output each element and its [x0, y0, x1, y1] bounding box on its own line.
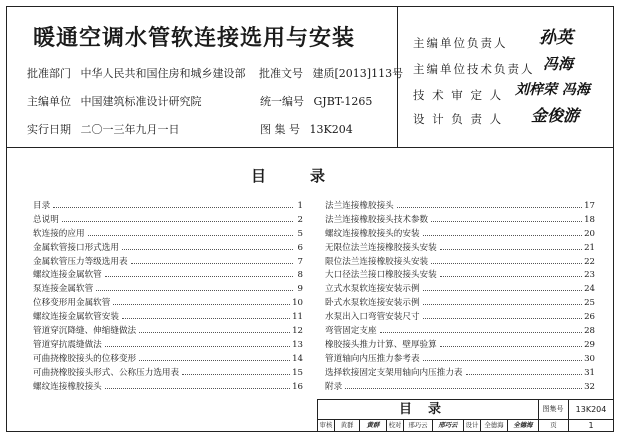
toc-entry — [325, 380, 595, 394]
unified-no-label: 统一编号 — [260, 95, 304, 108]
design-label: 设计 — [464, 419, 481, 432]
toc-entry-page: 14 — [292, 353, 303, 364]
toc-entry — [33, 296, 303, 310]
toc-entry — [33, 199, 303, 213]
toc-entry — [325, 199, 595, 213]
toc-entry-page: 1 — [297, 201, 303, 211]
toc-entry-title: 位移变形用金属软管 — [33, 298, 111, 309]
toc-entry-page: 8 — [297, 270, 303, 281]
toc-entry — [325, 338, 595, 352]
role-design-lead: 设 计 负 责 人 — [413, 112, 504, 126]
checker-name: 邢巧云 — [404, 419, 433, 432]
toc-entry-page: 32 — [584, 381, 595, 392]
toc-entry-page: 15 — [292, 367, 303, 378]
toc-entry — [33, 268, 303, 282]
toc-right-column — [325, 199, 595, 393]
toc-leader-dots — [113, 304, 290, 305]
toc-entry — [325, 352, 595, 366]
responsibles-block — [399, 7, 613, 147]
toc-entry-title: 选择软接固定支架用轴向内压推力表 — [325, 367, 463, 378]
toc-entry-title: 金属软管接口形式选用 — [33, 242, 119, 253]
toc-entry-page: 30 — [584, 353, 595, 364]
toc-entry-title: 弯管固定支座 — [325, 326, 377, 337]
toc-leader-dots — [345, 388, 582, 389]
toc-leader-dots — [423, 290, 583, 291]
checker-signature: 邢巧云 — [433, 419, 464, 432]
toc-leader-dots — [53, 207, 293, 208]
toc-entry-title: 法兰连接橡胶接头技术参数 — [325, 214, 429, 225]
toc-entry-page: 2 — [297, 214, 303, 225]
toc-entry — [325, 241, 595, 255]
toc-entry-page: 13 — [292, 339, 303, 350]
toc-entry-page: 5 — [297, 228, 303, 239]
review-label: 审核 — [318, 419, 335, 432]
toc-leader-dots — [88, 235, 293, 236]
toc-entry-page: 20 — [584, 228, 595, 239]
toc-entry-title: 管道穿沉降缝、伸缩缝做法 — [33, 326, 137, 337]
toc-heading: 目录 — [250, 167, 369, 185]
date-row — [27, 121, 353, 137]
atlas-no-small: 13K204 — [575, 405, 607, 414]
compiler-row — [27, 93, 372, 109]
toc-entry-page: 21 — [584, 242, 595, 253]
toc-entry-title: 限位法兰连接橡胶接头安装 — [325, 256, 429, 267]
page-number: 1 — [588, 421, 594, 430]
toc-leader-dots — [466, 374, 583, 375]
role-chief-unit: 主编单位负责人 — [413, 36, 508, 50]
toc-entry — [33, 282, 303, 296]
toc-entry-title: 螺纹连接金属软管安装 — [33, 312, 119, 323]
atlas-no-label: 图 集 号 — [260, 123, 300, 136]
unified-no: GJBT-1265 — [313, 95, 373, 108]
atlas-no: 13K204 — [309, 123, 353, 136]
approval-row — [27, 65, 403, 81]
title-block-top — [318, 400, 614, 420]
compiler: 中国建筑标准设计研究院 — [80, 95, 202, 108]
toc-entry-title: 卧式水泵软连接安装示例 — [325, 298, 420, 309]
toc-entry — [325, 310, 595, 324]
toc-leader-dots — [440, 276, 582, 277]
atlas-title: 暖通空调水管软连接选用与安装 — [33, 26, 356, 51]
toc-left-column — [33, 199, 303, 393]
approval-doc: 建质[2013]113号 — [312, 67, 404, 80]
toc-entry-title: 立式水泵软连接安装示例 — [325, 284, 420, 295]
approval-dept: 中华人民共和国住房和城乡建设部 — [80, 67, 246, 80]
toc-leader-dots — [440, 346, 582, 347]
toc-entry — [33, 255, 303, 269]
toc-entry-title: 橡胶接头推力计算、壁厚验算 — [325, 339, 437, 350]
toc-entry-page: 11 — [292, 312, 303, 323]
toc-entry-page: 6 — [297, 242, 303, 253]
toc-entry — [33, 338, 303, 352]
toc-leader-dots — [423, 318, 583, 319]
toc-entry — [325, 227, 595, 241]
header-info — [7, 7, 404, 147]
toc-entry — [325, 282, 595, 296]
toc-leader-dots — [182, 374, 290, 375]
toc-entry-page: 31 — [584, 367, 595, 378]
toc-entry — [325, 296, 595, 310]
toc-leader-dots — [131, 263, 293, 264]
toc-leader-dots — [397, 207, 582, 208]
header-block — [7, 7, 613, 148]
reviewer-name: 黄群 — [335, 419, 360, 432]
toc-entry-page: 28 — [584, 326, 595, 337]
toc-leader-dots — [431, 263, 582, 264]
atlas-no-label-small: 图集号 — [538, 400, 569, 419]
check-label: 校对 — [387, 419, 404, 432]
role-tech-reviewer: 技 术 审 定 人 — [413, 88, 504, 102]
toc-entry — [33, 310, 303, 324]
toc-leader-dots — [423, 304, 583, 305]
toc-entry-title: 可曲挠橡胶接头的位移变形 — [33, 353, 137, 364]
toc-entry-title: 软连接的应用 — [33, 228, 85, 239]
toc-leader-dots — [105, 346, 290, 347]
toc-leader-dots — [122, 249, 293, 250]
toc-entry-title: 泵连接金属软管 — [33, 284, 94, 295]
toc-entry-page: 23 — [584, 270, 595, 281]
toc-entry-title: 螺纹连接橡胶接头 — [33, 381, 102, 392]
toc-entry — [33, 213, 303, 227]
toc-entry-page: 16 — [292, 381, 303, 392]
toc-entry — [33, 324, 303, 338]
toc-leader-dots — [139, 332, 290, 333]
toc-entry-title: 管道穿抗震缝做法 — [33, 339, 102, 350]
toc-entry-page: 12 — [292, 326, 303, 337]
toc-leader-dots — [62, 221, 293, 222]
signature-design-lead: 金俊游 — [531, 106, 580, 125]
toc-leader-dots — [105, 276, 293, 277]
toc-entry — [325, 255, 595, 269]
toc-entry-title: 大口径法兰接口橡胶接头安装 — [325, 270, 437, 281]
approval-dept-label: 批准部门 — [27, 67, 71, 80]
toc-leader-dots — [423, 360, 583, 361]
toc-entry — [325, 213, 595, 227]
signature-chief-tech: 冯海 — [543, 55, 574, 73]
toc-entry-title: 可曲挠橡胶接头形式、公称压力选用表 — [33, 367, 180, 378]
toc-leader-dots — [380, 332, 582, 333]
toc-leader-dots — [440, 249, 582, 250]
effective-date: 二〇一三年九月一日 — [80, 123, 180, 136]
toc-entry — [33, 241, 303, 255]
toc-entry — [33, 227, 303, 241]
toc-entry-title: 法兰连接橡胶接头 — [325, 201, 394, 211]
toc-entry-page: 17 — [584, 201, 595, 211]
sheet-name: 目录 — [318, 400, 539, 419]
toc-entry-page: 7 — [297, 256, 303, 267]
toc-entry-page: 29 — [584, 339, 595, 350]
signature-tech-reviewer: 刘梓荣 冯海 — [515, 82, 590, 98]
toc-entry — [33, 366, 303, 380]
toc-entry-title: 无限位法兰连接橡胶接头安装 — [325, 242, 437, 253]
page-label: 页 — [539, 419, 569, 432]
title-block-signatures — [318, 419, 614, 432]
toc-leader-dots — [139, 360, 290, 361]
toc-leader-dots — [122, 318, 290, 319]
toc-entry-page: 24 — [584, 284, 595, 295]
toc-entry-title: 管道轴向内压推力参考表 — [325, 353, 420, 364]
toc-entry-title: 总说明 — [33, 214, 59, 225]
toc-entry-title: 附录 — [325, 381, 343, 392]
toc-entry-title: 水泵出入口弯管安装尺寸 — [325, 312, 420, 323]
toc-entry-title: 螺纹连接金属软管 — [33, 270, 102, 281]
toc-entry-page: 10 — [292, 298, 303, 309]
toc-leader-dots — [423, 235, 583, 236]
toc-entry — [33, 380, 303, 394]
toc-entry — [325, 366, 595, 380]
toc-entry-title: 金属软管压力等级选用表 — [33, 256, 128, 267]
signature-chief-unit: 孙英 — [539, 28, 573, 48]
toc-leader-dots — [105, 388, 290, 389]
toc-entry-page: 9 — [297, 284, 303, 295]
toc-entry-title: 目录 — [33, 201, 51, 211]
role-chief-tech: 主编单位技术负责人 — [413, 62, 535, 76]
toc-entry — [33, 352, 303, 366]
compiler-label: 主编单位 — [27, 95, 71, 108]
toc-entry-page: 18 — [584, 214, 595, 225]
toc-leader-dots — [96, 290, 293, 291]
date-label: 实行日期 — [27, 123, 71, 136]
toc-leader-dots — [431, 221, 582, 222]
toc-entry-page: 25 — [584, 298, 595, 309]
toc-entry-page: 26 — [584, 312, 595, 323]
drawing-frame — [6, 6, 614, 432]
toc-entry — [325, 268, 595, 282]
designer-name: 全德海 — [481, 419, 508, 432]
title-block — [317, 399, 614, 432]
toc-entry-title: 螺纹连接橡胶接头的安装 — [325, 228, 420, 239]
toc-entry — [325, 324, 595, 338]
approval-doc-label: 批准文号 — [259, 67, 303, 80]
toc-entry-page: 22 — [584, 256, 595, 267]
designer-signature: 全德海 — [508, 419, 539, 432]
reviewer-signature: 黄群 — [360, 419, 387, 432]
